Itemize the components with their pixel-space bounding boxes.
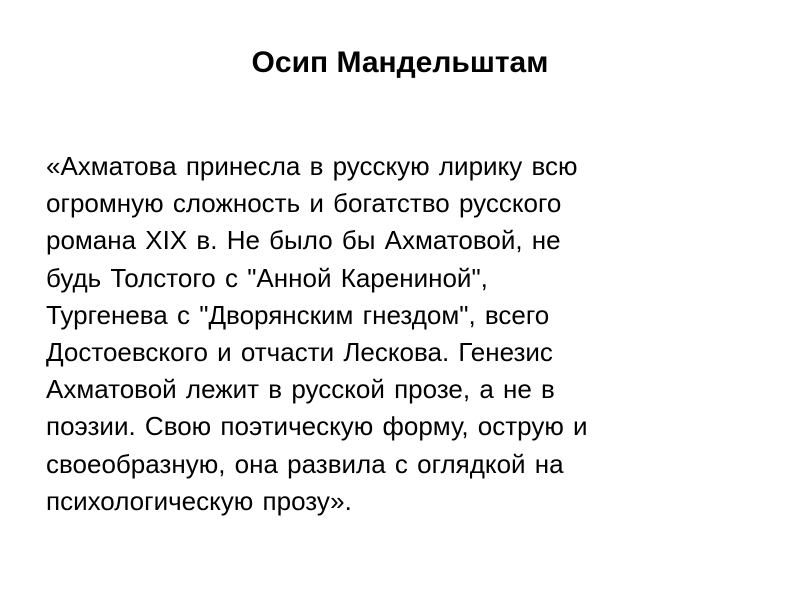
quote-line: поэзии. Свою поэтическую форму, острую и (46, 411, 588, 442)
slide-title: Осип Мандельштам (251, 46, 549, 79)
quote-line: своеобразную, она развила с оглядкой на (46, 448, 564, 479)
quote-line: Тургенева с "Дворянским гнездом", всего (46, 299, 550, 330)
quote-line: «Ахматова принесла в русскую лирику всю (46, 151, 578, 181)
quote-line: Ахматовой лежит в русской прозе, а не в (46, 374, 555, 405)
quote-line: Достоевского и отчасти Лескова. Генезис (46, 337, 553, 368)
quote-paragraph (46, 148, 768, 520)
quote-line: будь Толстого с "Анной Карениной", (46, 262, 488, 293)
quote-line: огромную сложность и богатство русского (46, 188, 562, 219)
quote-line: психологическую прозу». (46, 485, 352, 516)
quote-line: романа XIX в. Не было бы Ахматовой, не (46, 225, 561, 256)
